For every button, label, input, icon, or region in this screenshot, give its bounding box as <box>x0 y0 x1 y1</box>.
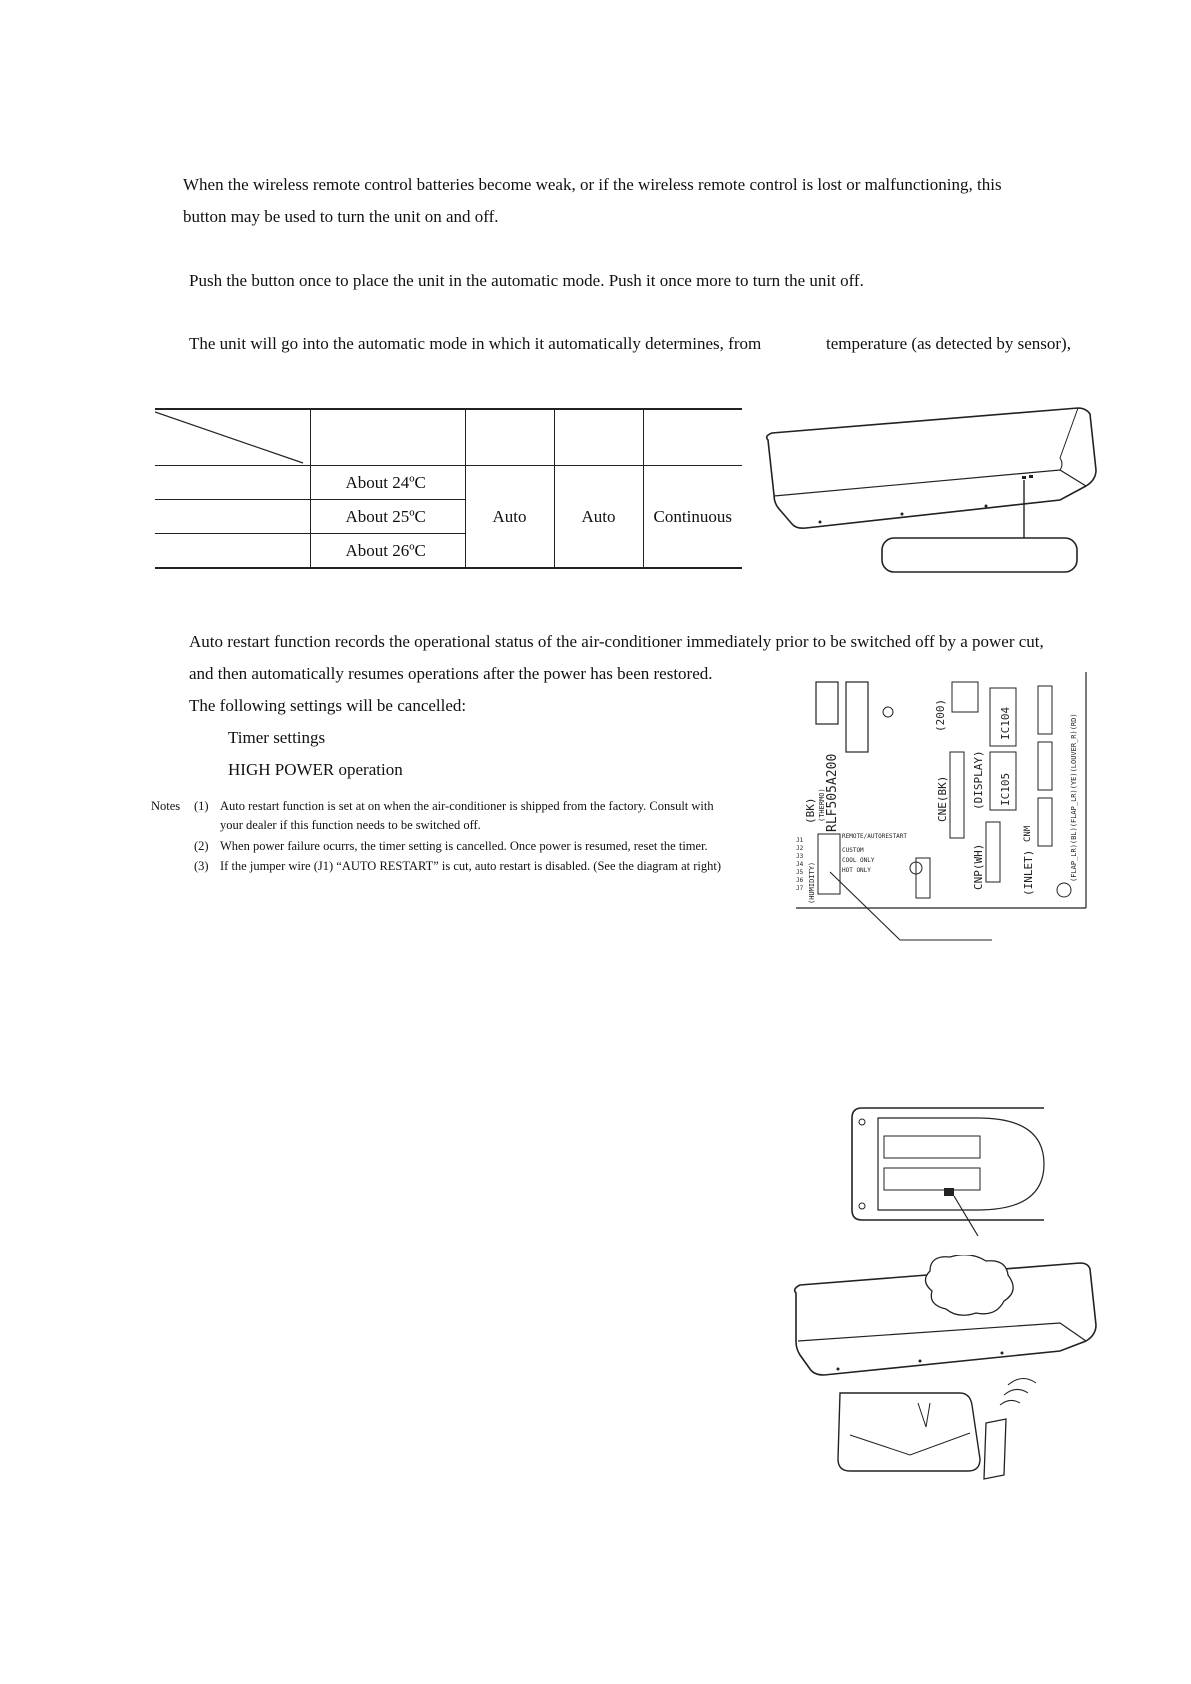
pcb-cnp-label: CNP(WH) <box>972 843 985 890</box>
pcb-inlet-label: (INLET) <box>1022 849 1035 896</box>
pcb-hot-only-label: HOT ONLY <box>842 867 871 874</box>
pcb-cne-label: CNE(BK) <box>936 775 949 822</box>
table-cell-temp: About 25ºC <box>310 500 465 534</box>
pcb-humidity-label: (HUMIDITY) <box>808 861 816 904</box>
table-corner-cell <box>155 409 310 466</box>
table-cell-auto-2: Auto <box>554 466 643 569</box>
pcb-bk-label: (BK) <box>804 797 817 824</box>
pcb-ic104-label: IC104 <box>999 706 1012 740</box>
pcb-cool-only-label: COOL ONLY <box>842 857 875 864</box>
note-1-line-1: Auto restart function is set at on when the air-conditioner is shipped from the factory. Consult with <box>220 799 714 813</box>
pcb-thermo-label: (THERMO) <box>818 788 826 822</box>
auto-mode-table <box>155 408 742 569</box>
svg-text:J4: J4 <box>796 861 804 868</box>
table-row <box>155 466 742 500</box>
auto-restart-line-1: Auto restart function records the operational status of the air-conditioner immediately prior to be switched off by a power cut, <box>189 632 1044 651</box>
cancelled-item-high-power: HIGH POWER operation <box>228 760 403 779</box>
auto-restart-line-2: and then automatically resumes operations after the power has been restored. <box>189 664 713 683</box>
diagonal-line <box>155 410 310 465</box>
pcb-cnm-label: CNM <box>1023 825 1033 842</box>
pcb-display-label: (DISPLAY) <box>972 750 985 810</box>
table-cell-auto-1: Auto <box>465 466 554 569</box>
table-cell-temp: About 26ºC <box>310 534 465 569</box>
intro-line-2: button may be used to turn the unit on and off. <box>183 207 499 226</box>
notes-label: Notes <box>151 799 181 813</box>
note-1-line-2: your dealer if this function needs to be switched off. <box>220 818 481 832</box>
cancelled-item-timer: Timer settings <box>228 728 326 747</box>
table-cell-temp: About 24ºC <box>310 466 465 500</box>
note-3-number: (3) <box>194 859 209 873</box>
indoor-unit-figure <box>760 400 1100 585</box>
note-2-text: When power failure ocurrs, the timer setting is cancelled. Once power is resumed, reset the timer. <box>220 839 708 853</box>
pcb-board-label: RLF505A200 <box>825 753 840 832</box>
svg-text:J3: J3 <box>796 853 804 860</box>
svg-text:J7: J7 <box>796 885 804 892</box>
svg-text:J1: J1 <box>796 837 804 844</box>
operation-text: Push the button once to place the unit in the automatic mode. Push it once more to turn the unit off. <box>189 271 864 290</box>
table-header-row <box>155 409 742 466</box>
remote-battery-figure <box>848 1100 1048 1260</box>
pcb-jumper-labels <box>796 837 804 892</box>
svg-text:J6: J6 <box>796 877 804 884</box>
intro-line-1: When the wireless remote control batteries become weak, or if the wireless remote control is lost or malfunctioning, this <box>183 175 1002 194</box>
pcb-ic105-label: IC105 <box>999 772 1012 806</box>
pcb-remote-label: REMOTE/AUTORESTART <box>842 833 908 840</box>
auto-restart-line-3: The following settings will be cancelled: <box>189 696 467 715</box>
unit-remote-figure <box>790 1255 1110 1505</box>
svg-text:J2: J2 <box>796 845 804 852</box>
pcb-diagram <box>796 672 1096 942</box>
pcb-flap-label: (FLAP_LR)(BL)(FLAP_LR)(YE)(LOUVER_R)(RD) <box>1070 713 1078 882</box>
pcb-custom-label: CUSTOM <box>842 847 864 854</box>
note-2-number: (2) <box>194 839 209 853</box>
auto-mode-text-before: The unit will go into the automatic mode in which it automatically determines, from <box>189 334 762 353</box>
table-cell-continuous: Continuous <box>643 466 742 569</box>
pcb-s200-label: (200) <box>934 698 947 732</box>
note-3-text: If the jumper wire (J1) “AUTO RESTART” is cut, auto restart is disabled. (See the diagram at right) <box>220 859 722 873</box>
auto-mode-text-after: temperature (as detected by sensor), <box>826 334 1071 353</box>
svg-text:J5: J5 <box>796 869 804 876</box>
note-1-number: (1) <box>194 799 209 813</box>
